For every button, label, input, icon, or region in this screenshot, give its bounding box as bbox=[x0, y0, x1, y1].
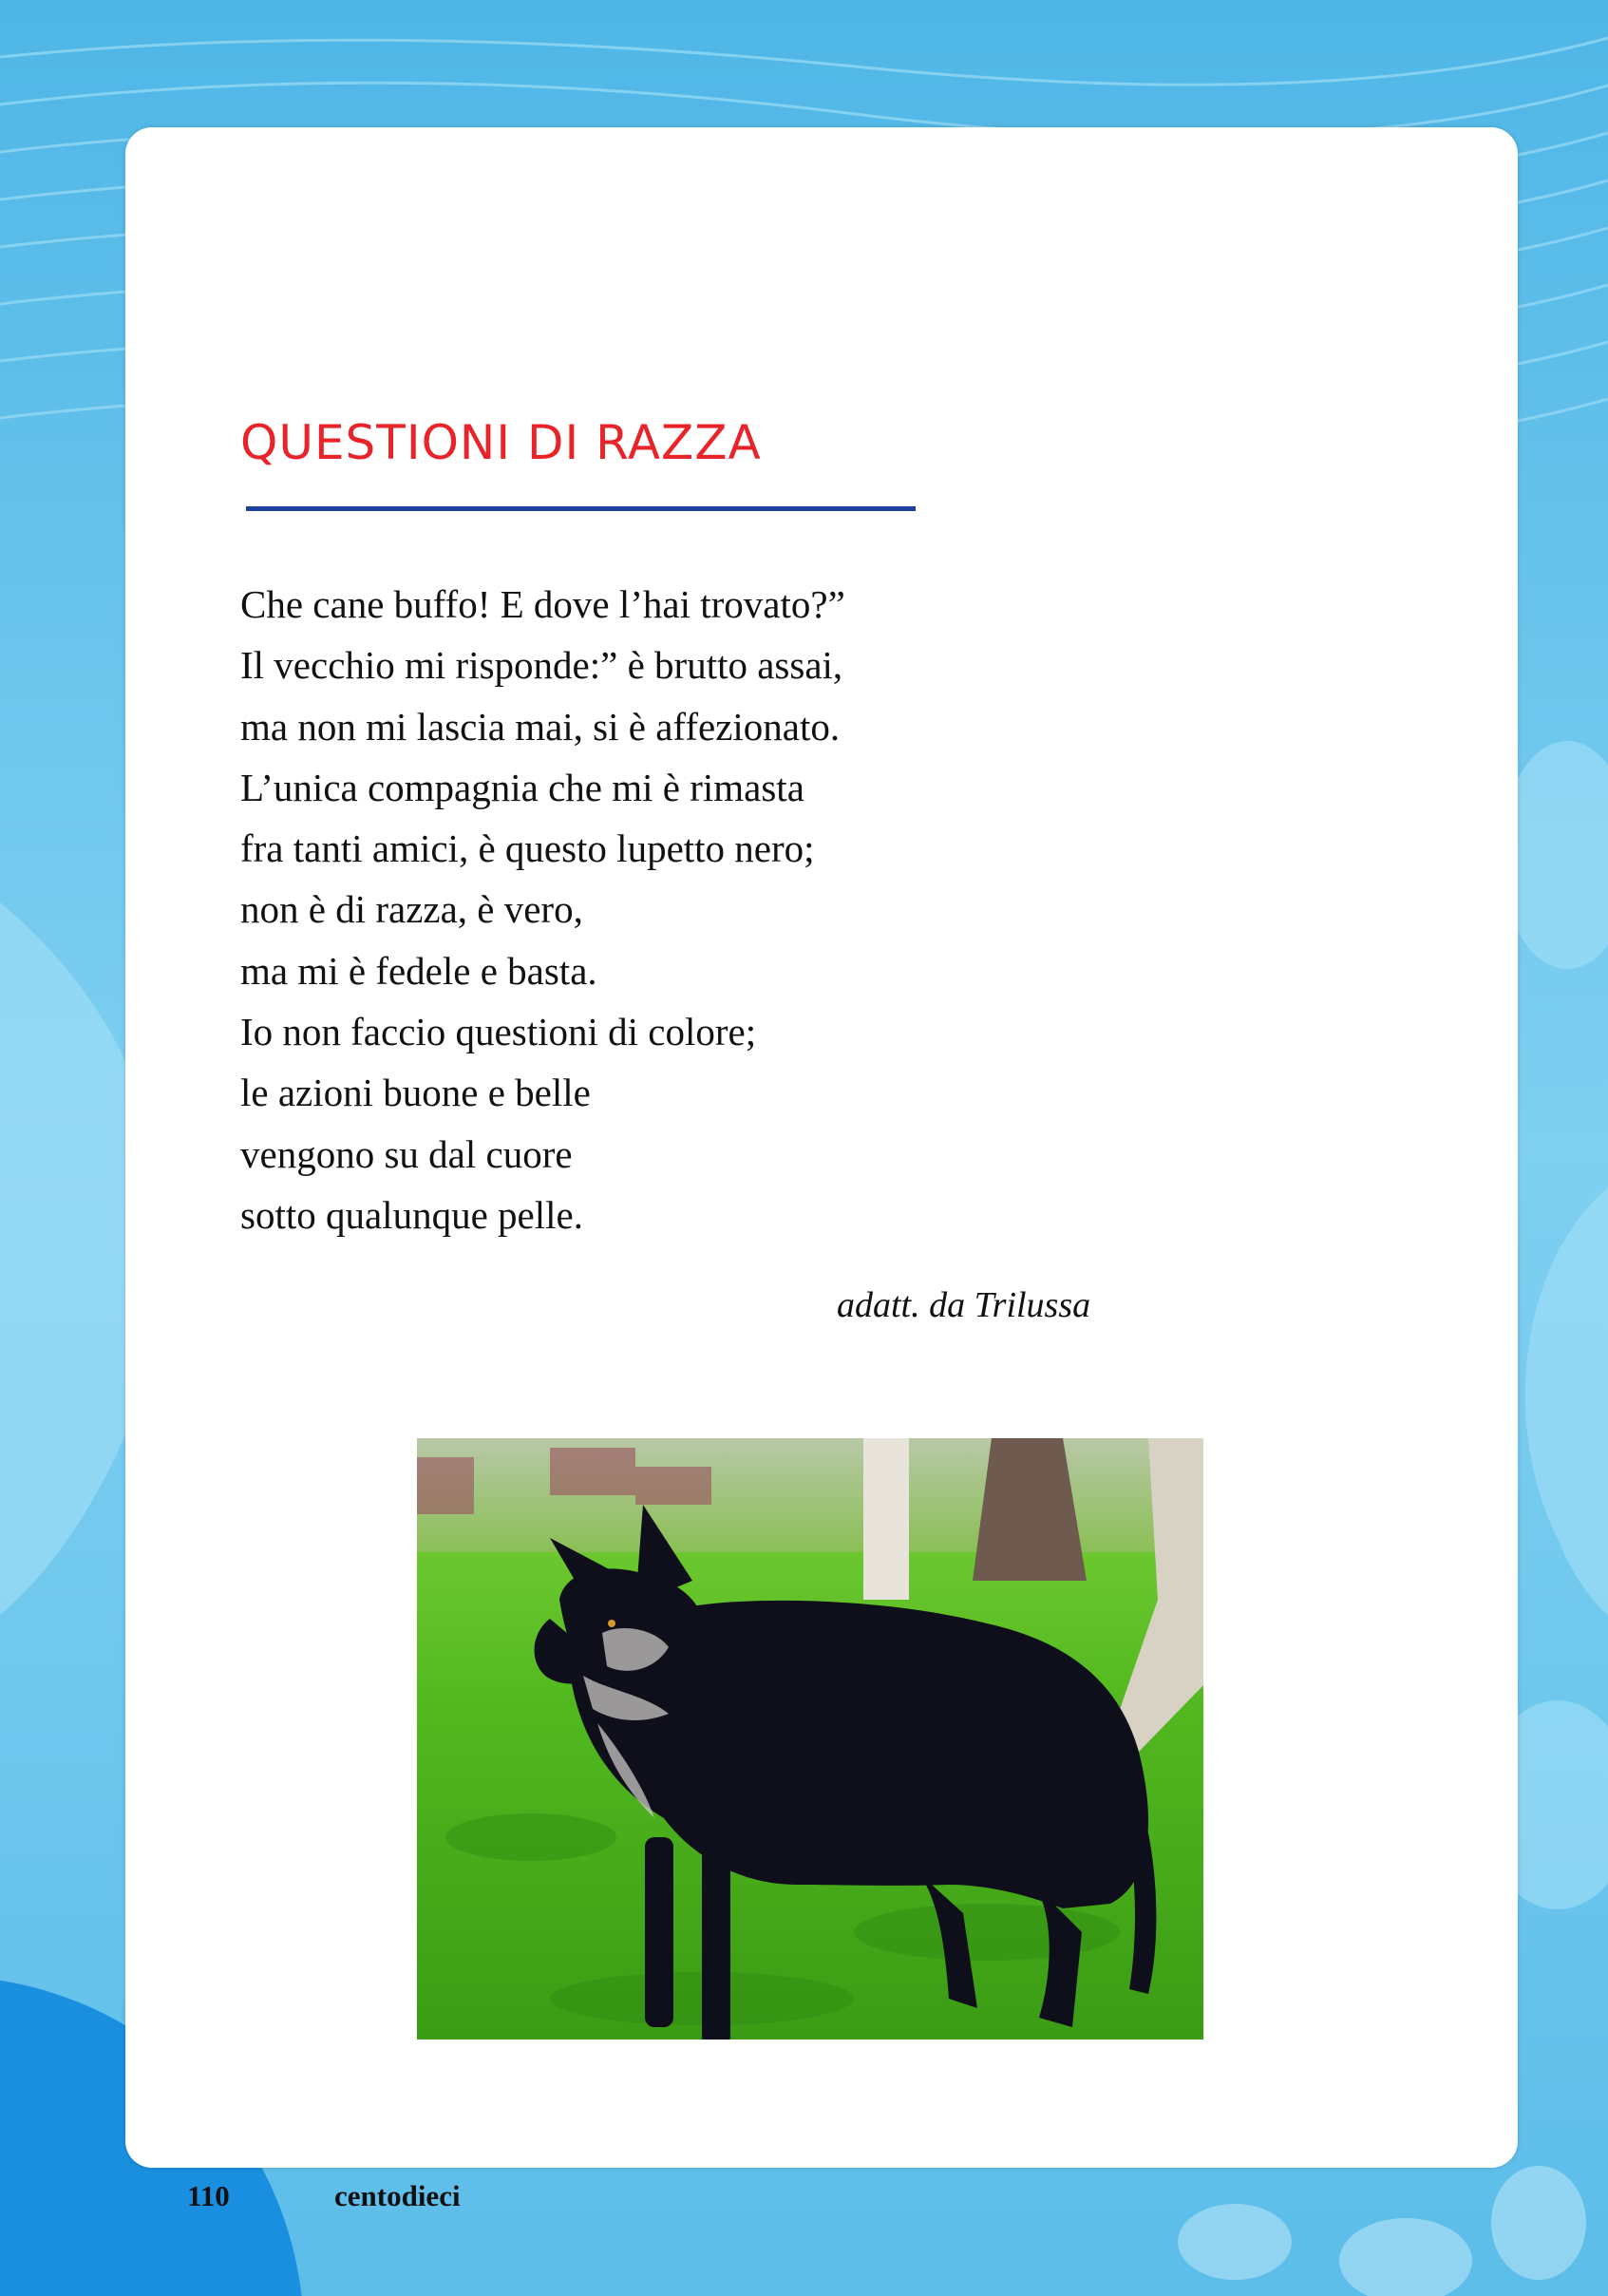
poem-line: Il vecchio mi risponde:” è brutto assai, bbox=[240, 643, 843, 688]
page-number: 110 bbox=[187, 2179, 230, 2212]
poem-title: QUESTIONI DI RAZZA bbox=[240, 415, 762, 470]
poem-line: sotto qualunque pelle. bbox=[240, 1192, 583, 1237]
wolf-photo bbox=[417, 1438, 1203, 2040]
poem-body bbox=[240, 574, 845, 1245]
poem-line: ma mi è fedele e basta. bbox=[240, 948, 597, 993]
poem-line: le azioni buone e belle bbox=[240, 1071, 591, 1115]
poem-line: Che cane buffo! E dove l’hai trovato?” bbox=[240, 582, 845, 626]
poem-line: fra tanti amici, è questo lupetto nero; bbox=[240, 826, 815, 871]
poem-line: ma non mi lascia mai, si è affezionato. bbox=[240, 704, 841, 749]
poem-line: vengono su dal cuore bbox=[240, 1131, 573, 1176]
poem-line: non è di razza, è vero, bbox=[240, 887, 583, 932]
poem-line: L’unica compagnia che mi è rimasta bbox=[240, 765, 804, 809]
poem-line: Io non faccio questioni di colore; bbox=[240, 1010, 757, 1054]
title-underline bbox=[246, 506, 916, 511]
poem-attribution: adatt. da Trilussa bbox=[837, 1285, 1091, 1325]
page-number-word: centodieci bbox=[334, 2179, 461, 2212]
